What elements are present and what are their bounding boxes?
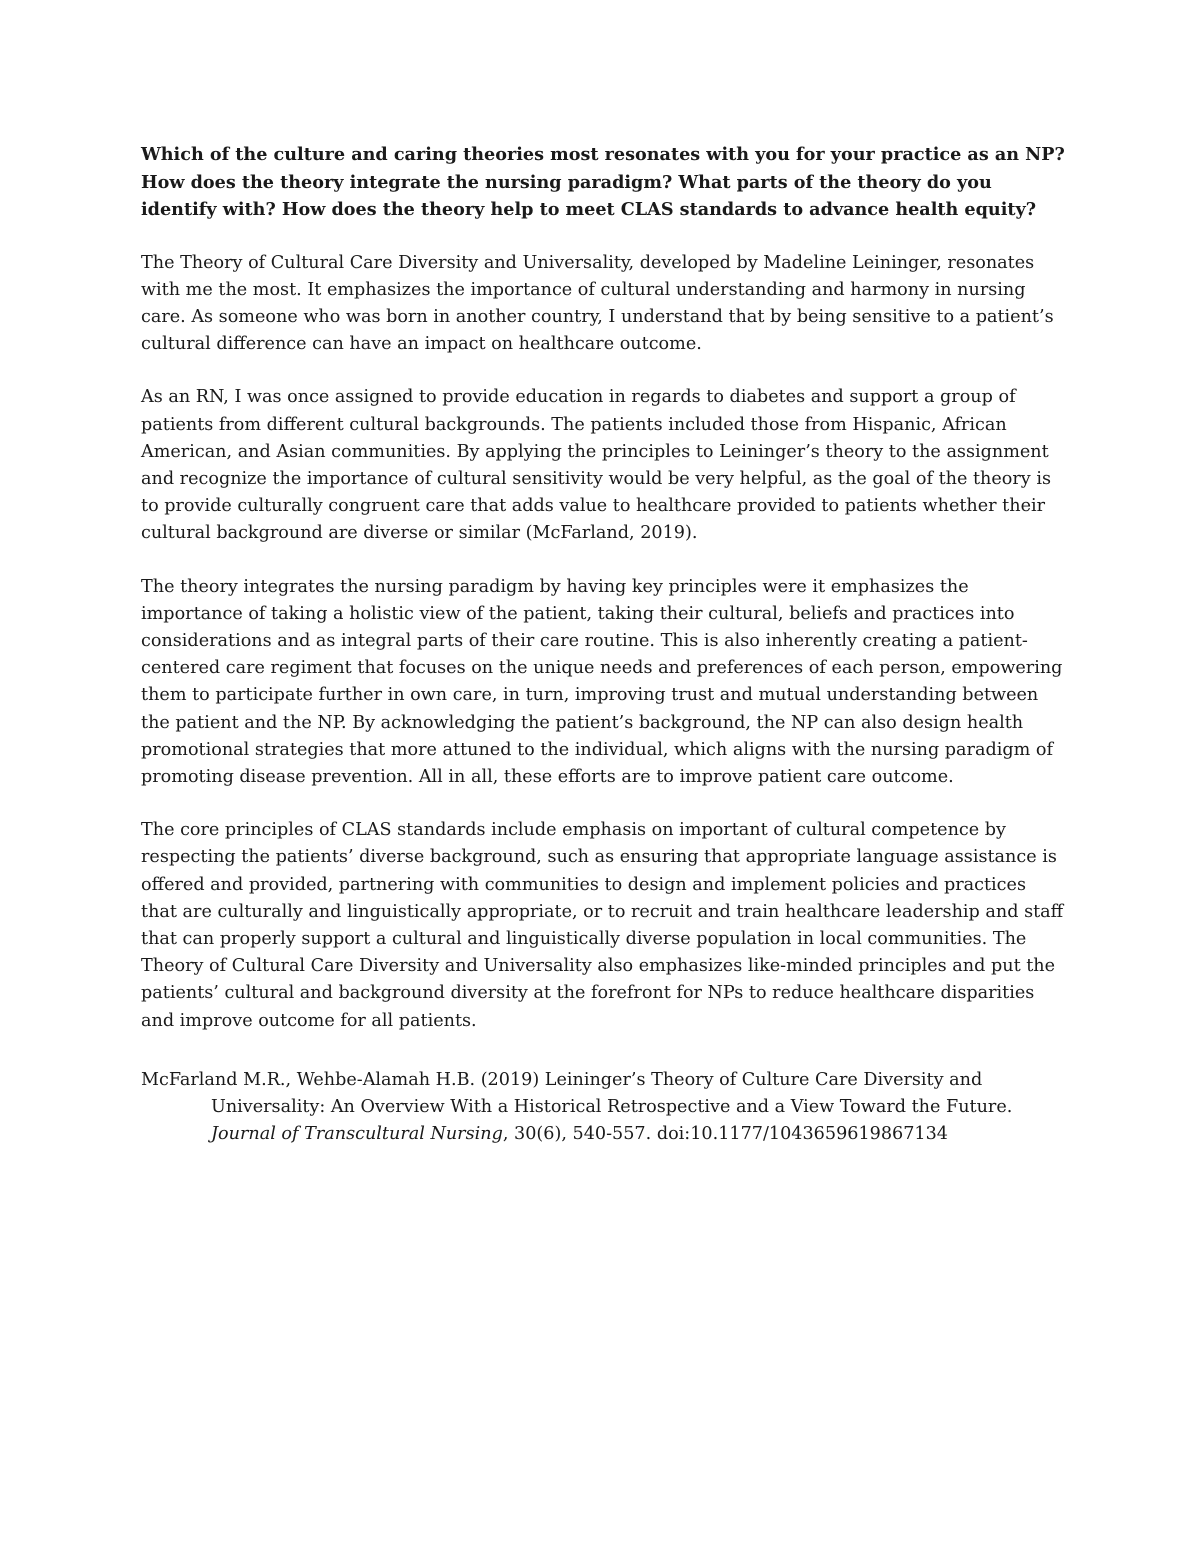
paragraph-nursing-paradigm: The theory integrates the nursing paradigm by having key principles were it emphasizes the importance of taking a holistic view of the patient, taking their cultural, beliefs and practices into considerations and as integral parts of their care routine. This is also inherently creating a patient-centered care regiment that focuses on the unique needs and preferences of each person, empowering them to participate further in own care, in turn, improving trust and mutual understanding between the patient and the NP. By acknowledging the patient’s background, the NP can also design health promotional strategies that more attuned to the individual, which aligns with the nursing paradigm of promoting disease prevention. All in all, these efforts are to improve patient care outcome. xyxy=(141,576,1063,787)
reference-volume-doi: , 30(6), 540-557. doi:10.1177/1043659619867134 xyxy=(502,1124,949,1145)
paragraph-clas-standards: The core principles of CLAS standards include emphasis on important of cultural competence by respecting the patients’ diverse background, such as ensuring that appropriate language assistance is offered and provided, partnering with communities to design and implement policies and practices that are culturally and linguistically appropriate, or to recruit and train healthcare leadership and staff that can properly support a cultural and linguistically diverse population in local communities. The Theory of Cultural Care Diversity and Universality also emphasizes like-minded principles and put the patients’ cultural and background diversity at the forefront for NPs to reduce healthcare disparities and improve outcome for all patients. xyxy=(141,820,1064,1031)
reference-journal: Journal of Transcultural Nursing xyxy=(211,1124,503,1145)
reference-authors-title: McFarland M.R., Wehbe-Alamah H.B. (2019) Leininger’s Theory of Culture Care Diversity and Universality: An Overview With a Historical Retrospective and a View Toward the Future. xyxy=(141,1069,1013,1117)
reference-entry xyxy=(141,1067,1066,1149)
document-page xyxy=(141,141,1066,1148)
paragraph-theory-intro: The Theory of Cultural Care Diversity and Universality, developed by Madeline Leininger, resonates with me the most. It emphasizes the importance of cultural understanding and harmony in nursing care. As someone who was born in another country, I understand that by being sensitive to a patient’s cultural difference can have an impact on healthcare outcome. xyxy=(141,252,1054,355)
paragraph-rn-experience: As an RN, I was once assigned to provide education in regards to diabetes and support a group of patients from different cultural backgrounds. The patients included those from Hispanic, African American, and Asian communities. By applying the principles to Leininger’s theory to the assignment and recognize the importance of cultural sensitivity would be very helpful, as the goal of the theory is to provide culturally congruent care that adds value to healthcare provided to patients whether their cultural background are diverse or similar (McFarland, 2019). xyxy=(141,387,1051,544)
question-heading: Which of the culture and caring theories most resonates with you for your practice as an NP? How does the theory integrate the nursing paradigm? What parts of the theory do you identify with? How does the theory help to meet CLAS standards to advance health equity? xyxy=(141,144,1065,220)
